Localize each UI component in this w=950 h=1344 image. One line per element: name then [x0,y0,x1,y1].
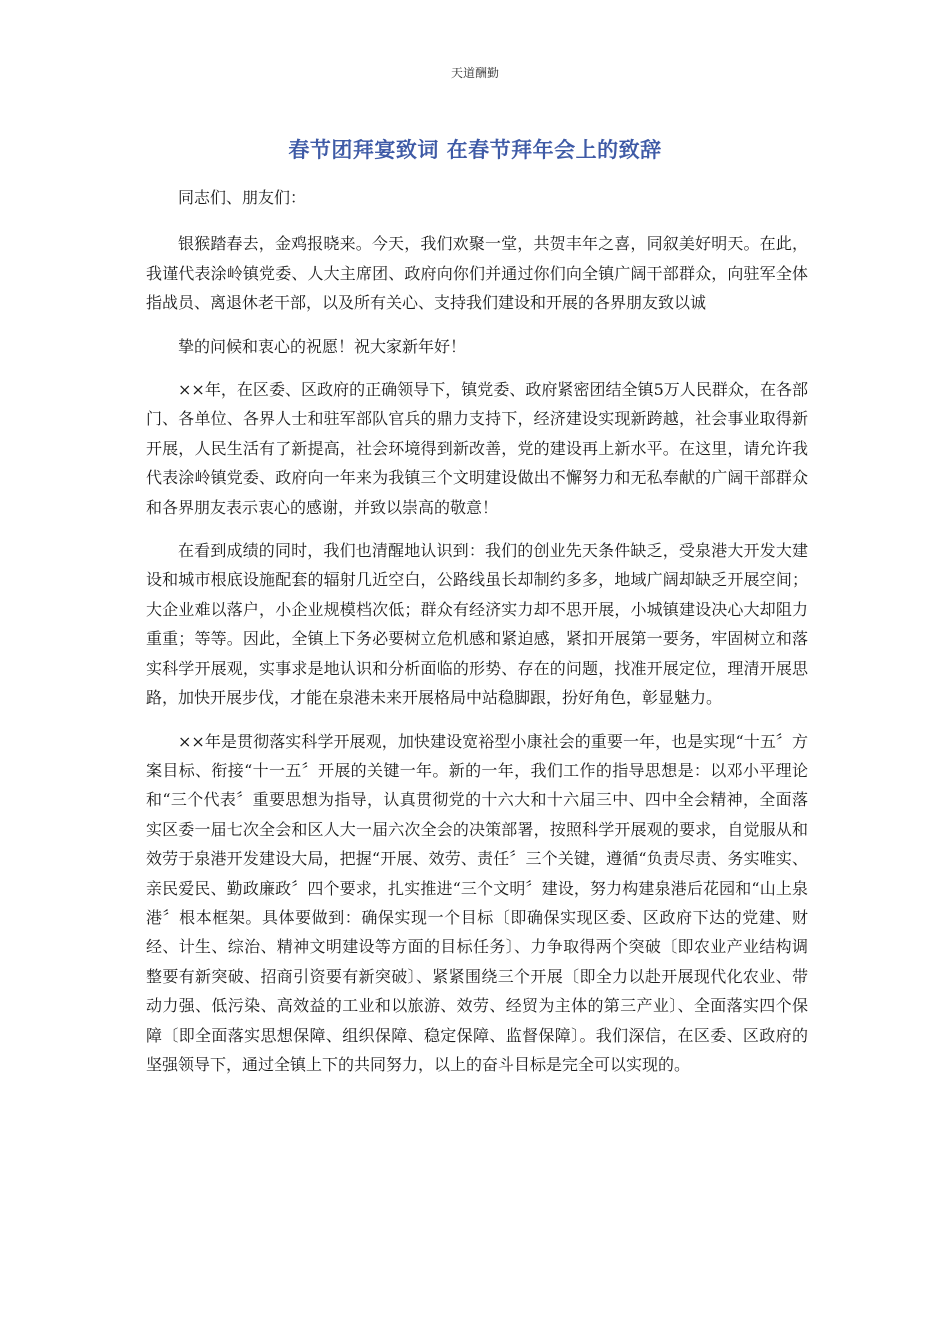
greeting: 同志们、朋友们： [178,188,307,207]
document-body [146,183,808,1093]
paragraph: 在看到成绩的同时，我们也清醒地认识到：我们的创业先天条件缺乏，受泉港大开发大建设和城市根底设施配套的辐射几近空白，公路线虽长却制约多多，地域广阔却缺乏开展空间；大企业难以落户，小企业规模档次低；群众有经济实力却不思开展，小城镇建设决心大却阻力重重；等等。因此，全镇上下务必要树立危机感和紧迫感，紧扣开展第一要务，牢固树立和落实科学开展观，实事求是地认识和分析面临的形势、存在的问题，找准开展定位，理清开展思路，加快开展步伐，才能在泉港未来开展格局中站稳脚跟，扮好角色，彰显魅力。 [146,541,808,708]
document-title: 春节团拜宴致词 在春节拜年会上的致辞 [288,138,662,162]
page-header: 天道酬勤 [450,66,499,80]
paragraph: ××年是贯彻落实科学开展观，加快建设宽裕型小康社会的重要一年，也是实现“十五〞方案目标、衔接“十一五〞开展的关键一年。新的一年，我们工作的指导思想是：以邓小平理论和“三个代表〞重要思想为指导，认真贯彻党的十六大和十六届三中、四中全会精神，全面落实区委一届七次全会和区人大一届六次全会的决策部署，按照科学开展观的要求，自觉服从和效劳于泉港开发建设大局，把握“开展、效劳、责任〞三个关键，遵循“负责尽责、务实唯实、亲民爱民、勤政廉政〞四个要求，扎实推进“三个文明〞建设，努力构建泉港后花园和“山上泉港〞根本框架。具体要做到：确保实现一个目标〔即确保实现区委、区政府下达的党建、财经、计生、综治、精神文明建设等方面的目标任务〕、力争取得两个突破〔即农业产业结构调整要有新突破、招商引资要有新突破〕、紧紧围绕三个开展〔即全力以赴开展现代化农业、带动力强、低污染、高效益的工业和以旅游、效劳、经贸为主体的第三产业〕、全面落实四个保障〔即全面落实思想保障、组织保障、稳定保障、监督保障〕。我们深信，在区委、区政府的坚强领导下，通过全镇上下的共同努力，以上的奋斗目标是完全可以实现的。 [146,731,808,1074]
paragraph: 银猴踏春去，金鸡报晓来。今天，我们欢聚一堂，共贺丰年之喜，同叙美好明天。在此，我谨代表涂岭镇党委、人大主席团、政府向你们并通过你们向全镇广阔干部群众，向驻军全体指战员、离退休老干部，以及所有关心、支持我们建设和开展的各界朋友致以诚 [146,234,808,313]
paragraph: ××年，在区委、区政府的正确领导下，镇党委、政府紧密团结全镇5万人民群众，在各部门、各单位、各界人士和驻军部队官兵的鼎力支持下，经济建设实现新跨越，社会事业取得新开展，人民生活有了新提高，社会环境得到新改善，党的建设再上新水平。在这里，请允许我代表涂岭镇党委、政府向一年来为我镇三个文明建设做出不懈努力和无私奉献的广阔干部群众和各界朋友表示衷心的感谢，并致以崇高的敬意！ [146,380,808,517]
paragraph: 挚的问候和衷心的祝愿！祝大家新年好！ [178,336,467,356]
